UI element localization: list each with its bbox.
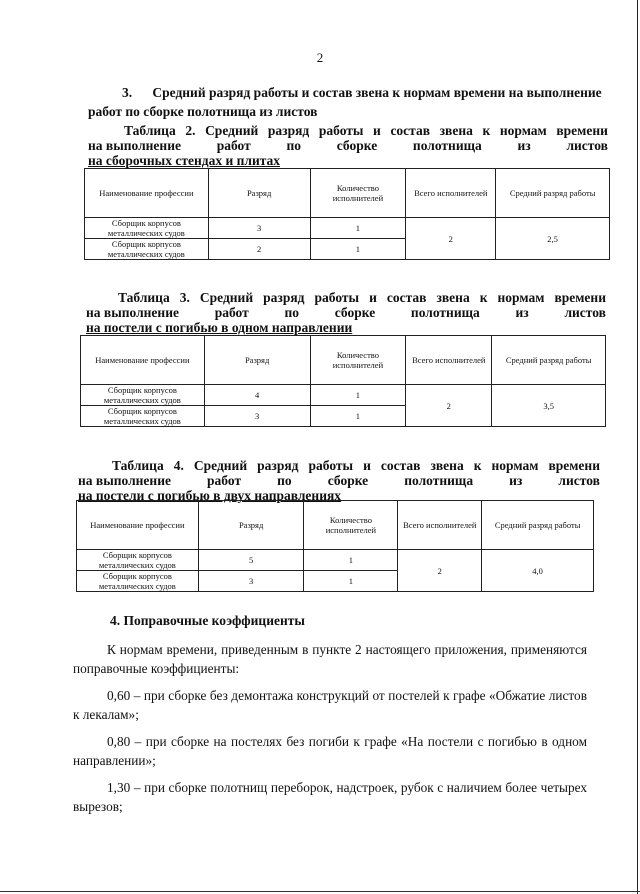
caption-word: по [277, 473, 292, 488]
caption-word: 4. [173, 458, 184, 473]
caption-subtitle: на постели с погибью в двух направлениях [78, 488, 342, 503]
section-3-heading-line2: работ по сборке полотнища из листов [88, 104, 318, 119]
caption-word: состав [386, 290, 427, 305]
caption-word: времени [556, 123, 608, 138]
caption-word: времени [554, 290, 606, 305]
caption-word: сборке [334, 305, 376, 320]
cell-name: Сборщик корпусов металлических судов [77, 550, 199, 571]
cell-grade: 4 [204, 385, 310, 406]
header-count: Количество исполнителей [310, 169, 406, 218]
caption-word: Средний [205, 123, 259, 138]
cell-count: 1 [304, 571, 398, 592]
paragraph-text: 1,30 – при сборке полотнищ переборок, надстроек, рубок с наличием более четырех вырезов; [73, 780, 587, 814]
caption-word: полотнища [404, 473, 474, 488]
section-3-heading-line1: 3. Средний разряд работы и состав звена к нормам времени на выполнение [122, 85, 602, 100]
header-grade: Разряд [208, 169, 310, 218]
caption-word: состав [390, 123, 431, 138]
caption-word: разряд [263, 290, 305, 305]
header-count: Количество исполнителей [310, 336, 406, 385]
cell-grade: 2 [208, 239, 310, 260]
caption-word: Таблица [124, 123, 176, 138]
header-total: Всего исполнителей [406, 336, 492, 385]
caption-word: Таблица [118, 290, 170, 305]
caption-word: нормам [499, 123, 547, 138]
caption-word: работ [216, 138, 251, 153]
caption-word: из [515, 305, 529, 320]
cell-avg: 4,0 [482, 550, 594, 592]
header-avg: Средний разряд работы [482, 501, 594, 550]
table-header-row [85, 169, 610, 218]
table-row [81, 385, 606, 406]
caption-word: на выполнение [78, 473, 171, 488]
page-edge-bottom [0, 891, 640, 892]
paragraph-text: 0,60 – при сборке без демонтажа конструкций от постелей к графе «Обжатие листов к лекалам»; [73, 688, 587, 722]
cell-total: 2 [406, 218, 496, 260]
caption-word: на выполнение [86, 305, 179, 320]
caption-word: Средний [199, 290, 254, 305]
header-name: Наименование профессии [77, 501, 199, 550]
header-grade: Разряд [198, 501, 304, 550]
caption-word: по [284, 305, 300, 320]
header-avg: Средний разряд работы [496, 169, 610, 218]
caption-word: Средний [193, 458, 248, 473]
caption-word: нормам [491, 458, 539, 473]
cell-count: 1 [310, 385, 406, 406]
caption-word: работ [214, 305, 249, 320]
caption-word: работы [308, 458, 354, 473]
cell-name: Сборщик корпусов металлических судов [85, 239, 209, 260]
caption-word: и [369, 290, 377, 305]
cell-name: Сборщик корпусов металлических судов [77, 571, 199, 592]
caption-word: работ [207, 473, 242, 488]
caption-word: разряд [257, 458, 299, 473]
caption-word: 3. [179, 290, 190, 305]
cell-avg: 2,5 [496, 218, 610, 260]
header-name: Наименование профессии [85, 169, 209, 218]
caption-word: состав [380, 458, 421, 473]
cell-grade: 3 [208, 218, 310, 239]
header-name: Наименование профессии [81, 336, 205, 385]
caption-word: звена [436, 290, 470, 305]
header-count: Количество исполнителей [304, 501, 398, 550]
caption-word: и [373, 123, 381, 138]
caption-word: и [363, 458, 371, 473]
caption-word: сборке [336, 138, 378, 153]
caption-word: из [517, 138, 531, 153]
caption-word: 2. [185, 123, 196, 138]
cell-total: 2 [398, 550, 482, 592]
caption-word: листов [558, 473, 600, 488]
caption-word: листов [566, 138, 608, 153]
caption-word: работы [318, 123, 364, 138]
coefficient-item [73, 778, 587, 816]
table-4-caption [78, 458, 600, 503]
header-total: Всего исполнителей [406, 169, 496, 218]
header-grade: Разряд [204, 336, 310, 385]
caption-word: листов [564, 305, 606, 320]
cell-count: 1 [304, 550, 398, 571]
caption-word: к [479, 290, 488, 305]
table-header-row [81, 336, 606, 385]
caption-word: Таблица [112, 458, 164, 473]
section-4-heading: 4. Поправочные коэффициенты [110, 613, 305, 628]
table-3 [80, 335, 606, 427]
paragraph-text: 0,80 – при сборке на постелях без погиби к графе «На постели с погибью в одном направлении»; [73, 734, 587, 768]
cell-grade: 5 [198, 550, 304, 571]
caption-word: работы [314, 290, 360, 305]
table-header-row [77, 501, 594, 550]
caption-word: звена [439, 123, 473, 138]
table-2-caption [88, 123, 608, 168]
cell-count: 1 [310, 406, 406, 427]
caption-word: звена [430, 458, 464, 473]
cell-name: Сборщик корпусов металлических судов [81, 385, 205, 406]
caption-word: полотнища [412, 138, 482, 153]
cell-count: 1 [310, 218, 406, 239]
page-number: 2 [316, 50, 324, 65]
caption-subtitle: на постели с погибью в одном направлении [86, 320, 353, 335]
caption-word: нормам [497, 290, 545, 305]
caption-word: из [509, 473, 523, 488]
cell-grade: 3 [198, 571, 304, 592]
cell-name: Сборщик корпусов металлических судов [81, 406, 205, 427]
caption-word: на выполнение [88, 138, 181, 153]
header-total: Всего исполнителей [398, 501, 482, 550]
table-2 [84, 168, 610, 260]
cell-count: 1 [310, 239, 406, 260]
cell-total: 2 [406, 385, 492, 427]
section-4-intro [73, 640, 587, 678]
paragraph-text: К нормам времени, приведенным в пункте 2 настоящего приложения, применяются поправочные коэффициенты: [73, 642, 587, 676]
cell-grade: 3 [204, 406, 310, 427]
caption-word: по [286, 138, 302, 153]
cell-name: Сборщик корпусов металлических судов [85, 218, 209, 239]
caption-word: времени [548, 458, 600, 473]
caption-word: к [473, 458, 482, 473]
caption-word: к [482, 123, 491, 138]
header-avg: Средний разряд работы [492, 336, 606, 385]
cell-avg: 3,5 [492, 385, 606, 427]
coefficient-item [73, 686, 587, 724]
coefficient-item [73, 732, 587, 770]
table-4 [76, 500, 594, 592]
page-edge-right [637, 0, 638, 894]
caption-word: разряд [267, 123, 310, 138]
table-row [85, 218, 610, 239]
table-row [77, 550, 594, 571]
table-3-caption [86, 290, 606, 335]
caption-word: сборке [327, 473, 369, 488]
caption-subtitle: на сборочных стендах и плитах [88, 153, 281, 168]
caption-word: полотнища [410, 305, 480, 320]
